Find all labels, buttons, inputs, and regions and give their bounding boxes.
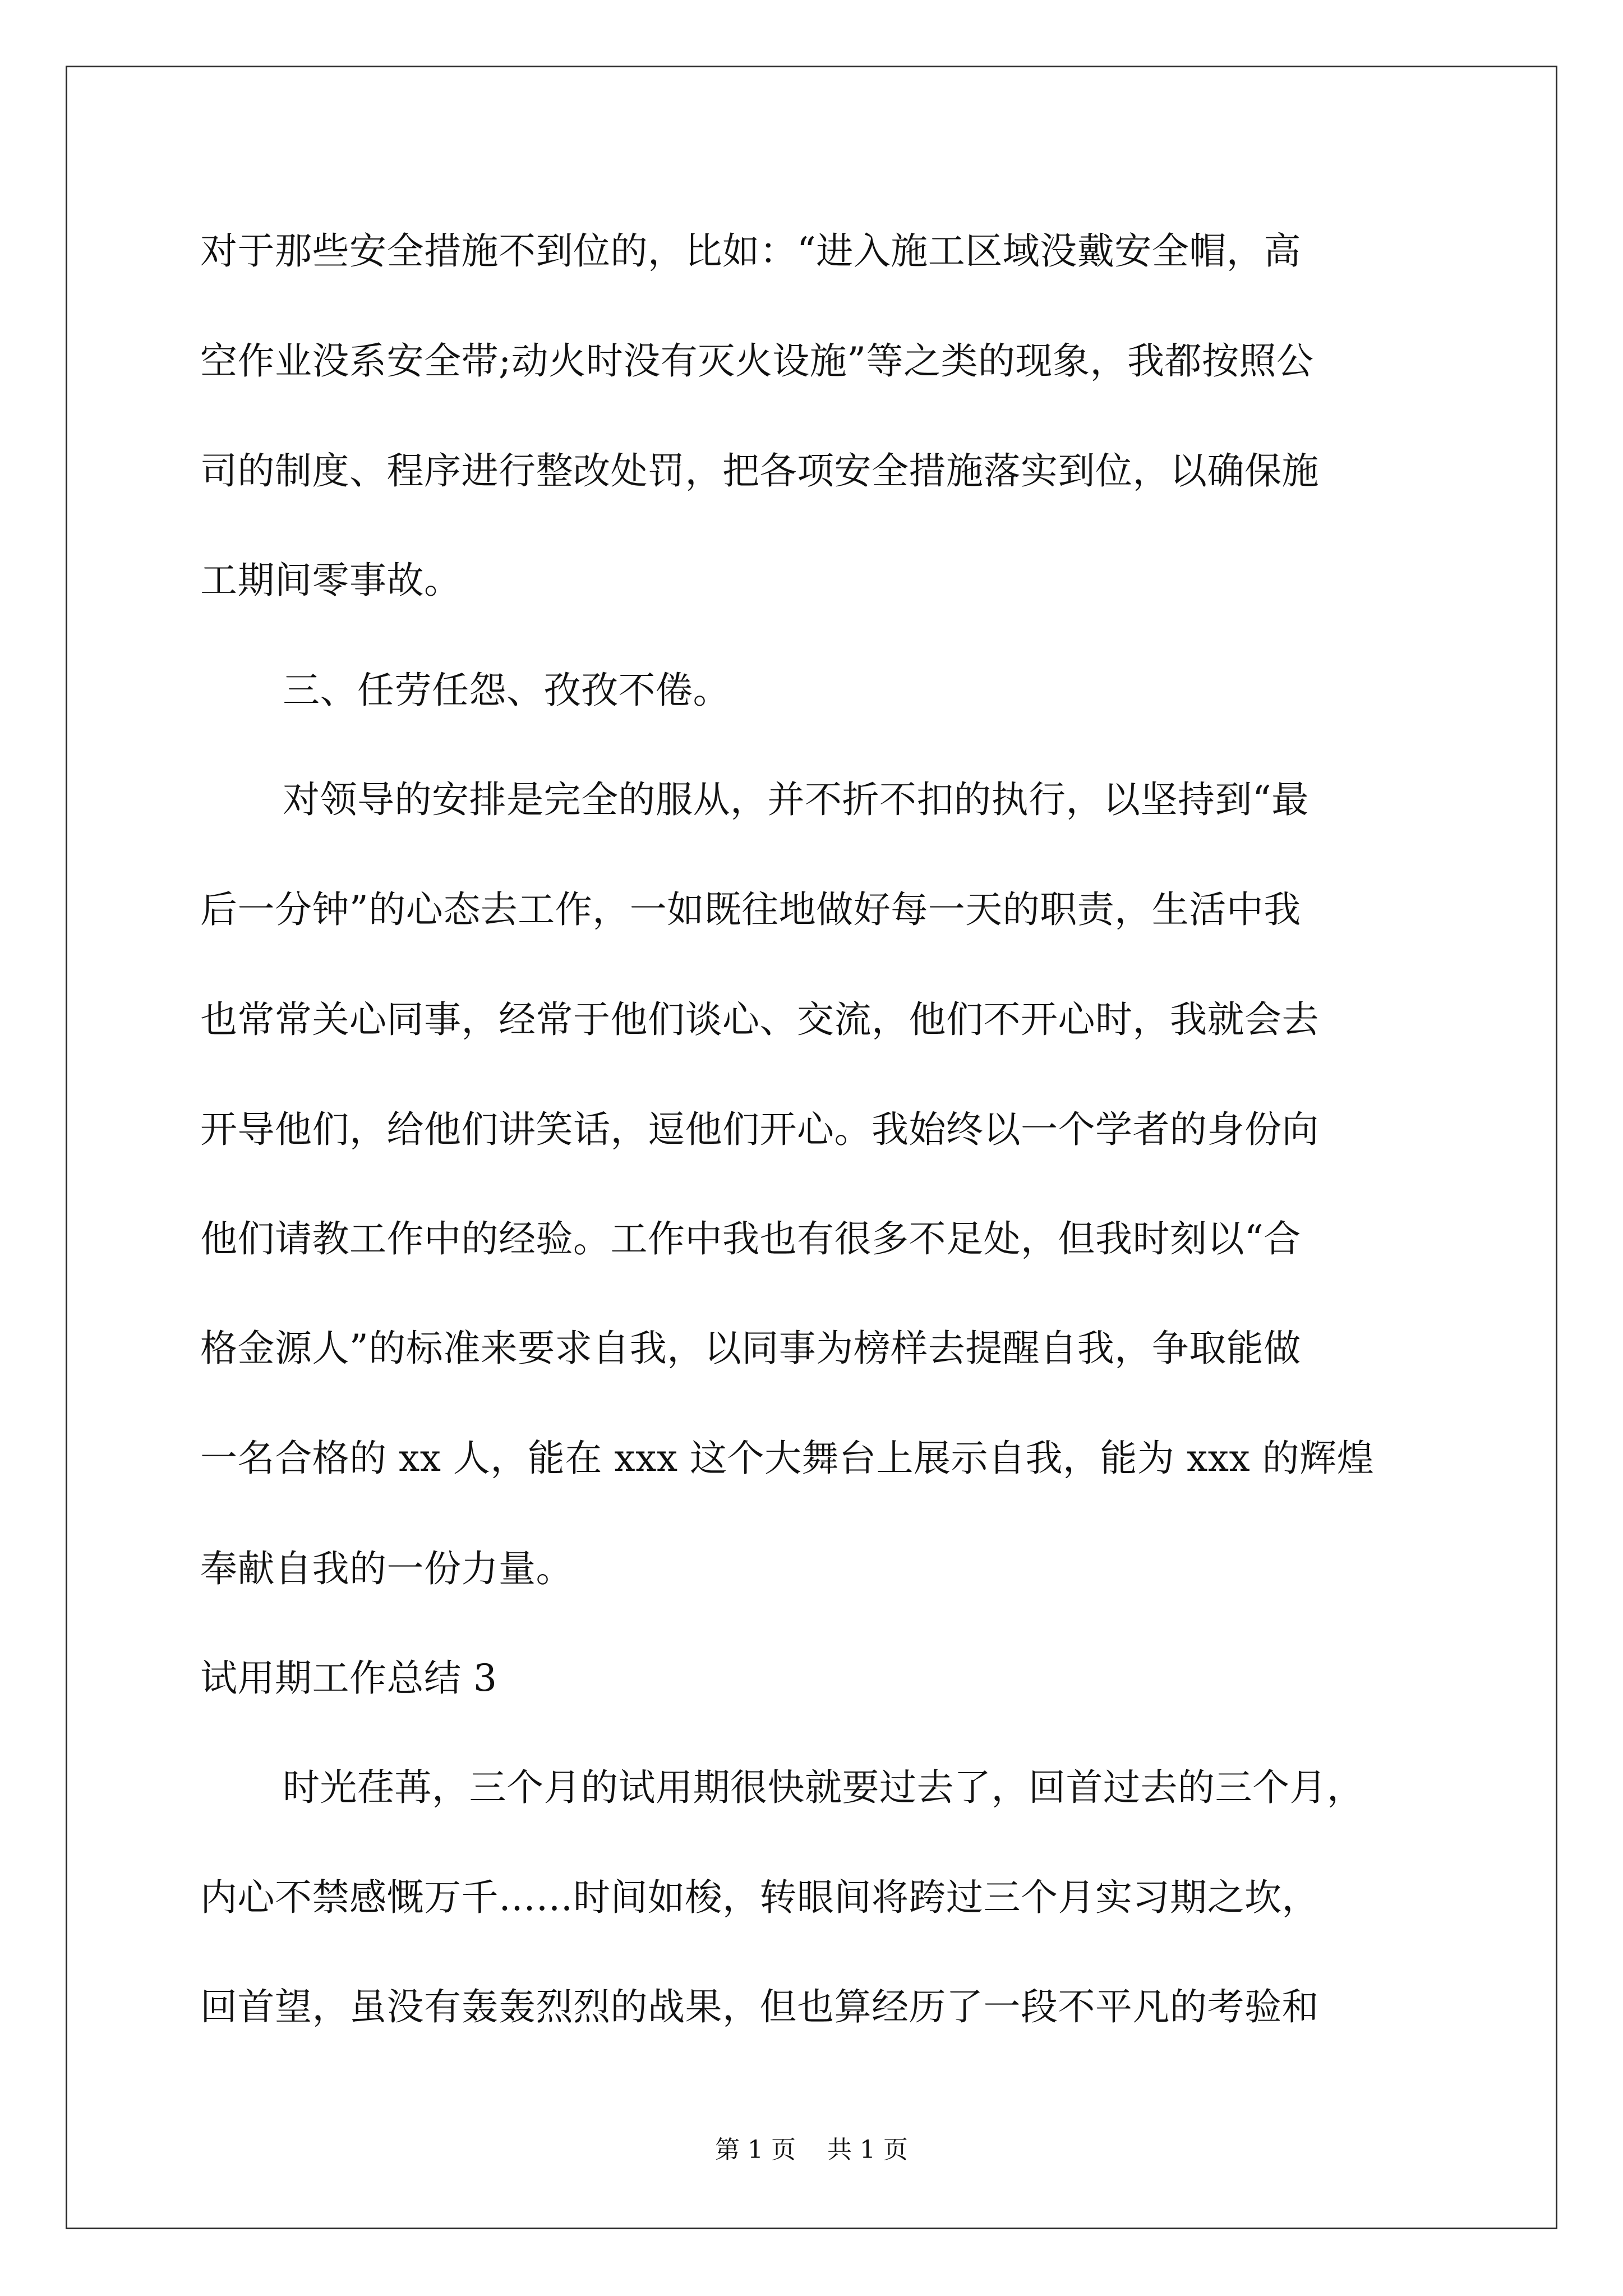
paragraph-line: 格金源人”的标准来要求自我，以同事为榜样去提醒自我，争取能做: [200, 1327, 1301, 1370]
paragraph-line: 对领导的安排是完全的服从，并不折不扣的执行，以坚持到“最: [283, 778, 1309, 821]
paragraph-line: 也常常关心同事，经常于他们谈心、交流，他们不开心时，我就会去: [200, 998, 1319, 1041]
paragraph-line: 一名合格的 xx 人，能在 xxx 这个大舞台上展示自我，能为 xxx 的辉煌: [200, 1437, 1375, 1480]
paragraph-line: 司的制度、程序进行整改处罚，把各项安全措施落实到位，以确保施: [200, 449, 1319, 493]
paragraph-line: 时光荏苒，三个月的试用期很快就要过去了，回首过去的三个月，: [283, 1766, 1364, 1809]
paragraph-line: 工期间零事故。: [200, 559, 462, 602]
page-number-footer: 第 1 页 共 1 页: [715, 2136, 908, 2164]
paragraph-line: 内心不禁感慨万千……时间如梭，转眼间将跨过三个月实习期之坎，: [200, 1876, 1319, 1919]
paragraph-line: 奉献自我的一份力量。: [200, 1547, 573, 1590]
paragraph-line: 后一分钟”的心态去工作，一如既往地做好每一天的职责，生活中我: [200, 888, 1301, 931]
article-title: 试用期工作总结 3: [200, 1657, 497, 1700]
section-heading: 三、任劳任怨、孜孜不倦。: [283, 669, 730, 712]
paragraph-line: 空作业没系安全带;动火时没有灭火设施”等之类的现象，我都按照公: [200, 339, 1314, 383]
paragraph-line: 开导他们，给他们讲笑话，逗他们开心。我始终以一个学者的身份向: [200, 1108, 1319, 1151]
paragraph-line: 对于那些安全措施不到位的，比如：“进入施工区域没戴安全帽，高: [200, 229, 1301, 273]
paragraph-line: 他们请教工作中的经验。工作中我也有很多不足处，但我时刻以“合: [200, 1217, 1301, 1260]
paragraph-line: 回首望，虽没有轰轰烈烈的战果，但也算经历了一段不平凡的考验和: [200, 1985, 1319, 2028]
